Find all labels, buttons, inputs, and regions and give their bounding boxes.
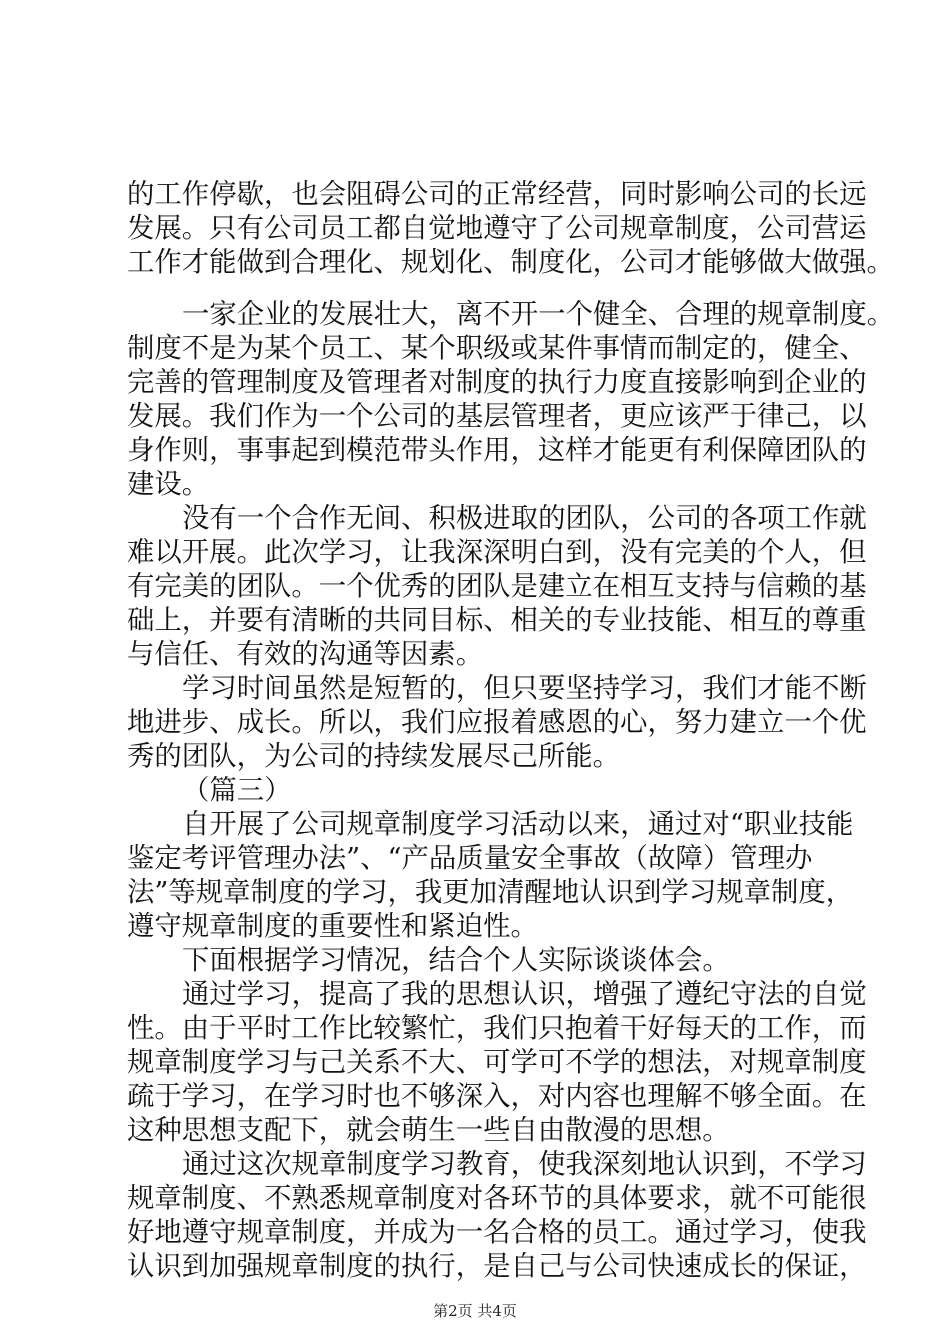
text-line: 遵守规章制度的重要性和紧迫性。 [127, 911, 538, 942]
text-line: 地进步、成长。所以，我们应报着感恩的心，努力建立一个优 [127, 707, 867, 738]
text-line: 好地遵守规章制度，并成为一名合格的员工。通过学习，使我 [127, 1217, 867, 1248]
text-line: 规章制度、不熟悉规章制度对各环节的具体要求，就不可能很 [127, 1183, 867, 1214]
text-line: 没有一个合作无间、积极进取的团队，公司的各项工作就 [182, 503, 867, 534]
text-line: 性。由于平时工作比较繁忙，我们只抱着干好每天的工作，而 [127, 1013, 867, 1044]
text-line: 通过学习，提高了我的思想认识，增强了遵纪守法的自觉 [182, 979, 867, 1010]
section-heading: （篇三） [182, 775, 292, 806]
text-line: 完善的管理制度及管理者对制度的执行力度直接影响到企业的 [127, 367, 867, 398]
text-line: 这种思想支配下，就会萌生一些自由散漫的思想。 [127, 1115, 730, 1146]
page-footer: 第2页 共4页 [433, 1302, 517, 1320]
text-line: 制度不是为某个员工、某个职级或某件事情而制定的，健全、 [127, 333, 867, 364]
text-line: 发展。我们作为一个公司的基层管理者，更应该严于律己，以 [127, 401, 867, 432]
text-line: 学习时间虽然是短暂的，但只要坚持学习，我们才能不断 [182, 673, 867, 704]
text-line: 建设。 [127, 469, 210, 500]
text-line: 疏于学习，在学习时也不够深入，对内容也理解不够全面。在 [127, 1081, 867, 1112]
text-line: 下面根据学习情况，结合个人实际谈谈体会。 [182, 945, 730, 976]
text-line: 发展。只有公司员工都自觉地遵守了公司规章制度，公司营运 [127, 213, 867, 244]
text-line: 秀的团队，为公司的持续发展尽己所能。 [127, 741, 621, 772]
text-line: 一家企业的发展壮大，离不开一个健全、合理的规章制度。 [182, 299, 895, 330]
text-line: 的工作停歇，也会阻碍公司的正常经营，同时影响公司的长远 [127, 179, 867, 210]
text-line: 与信任、有效的沟通等因素。 [127, 639, 484, 670]
text-line: 规章制度学习与己关系不大、可学可不学的想法，对规章制度 [127, 1047, 867, 1078]
text-line: 认识到加强规章制度的执行，是自己与公司快速成长的保证， [127, 1251, 867, 1282]
text-line: 法”等规章制度的学习，我更加清醒地认识到学习规章制度， [127, 877, 854, 908]
text-line: 通过这次规章制度学习教育，使我深刻地认识到，不学习 [182, 1149, 867, 1180]
text-line: 鉴定考评管理办法”、“产品质量安全事故（故障）管理办 [127, 843, 813, 874]
text-line: 身作则，事事起到模范带头作用，这样才能更有利保障团队的 [127, 435, 867, 466]
text-line: 自开展了公司规章制度学习活动以来，通过对“职业技能 [182, 809, 854, 840]
text-line: 有完美的团队。一个优秀的团队是建立在相互支持与信赖的基 [127, 571, 867, 602]
text-line: 工作才能做到合理化、规划化、制度化，公司才能够做大做强。 [127, 247, 894, 278]
text-line: 础上，并要有清晰的共同目标、相关的专业技能、相互的尊重 [127, 605, 867, 636]
text-line: 难以开展。此次学习，让我深深明白到，没有完美的个人，但 [127, 537, 867, 568]
